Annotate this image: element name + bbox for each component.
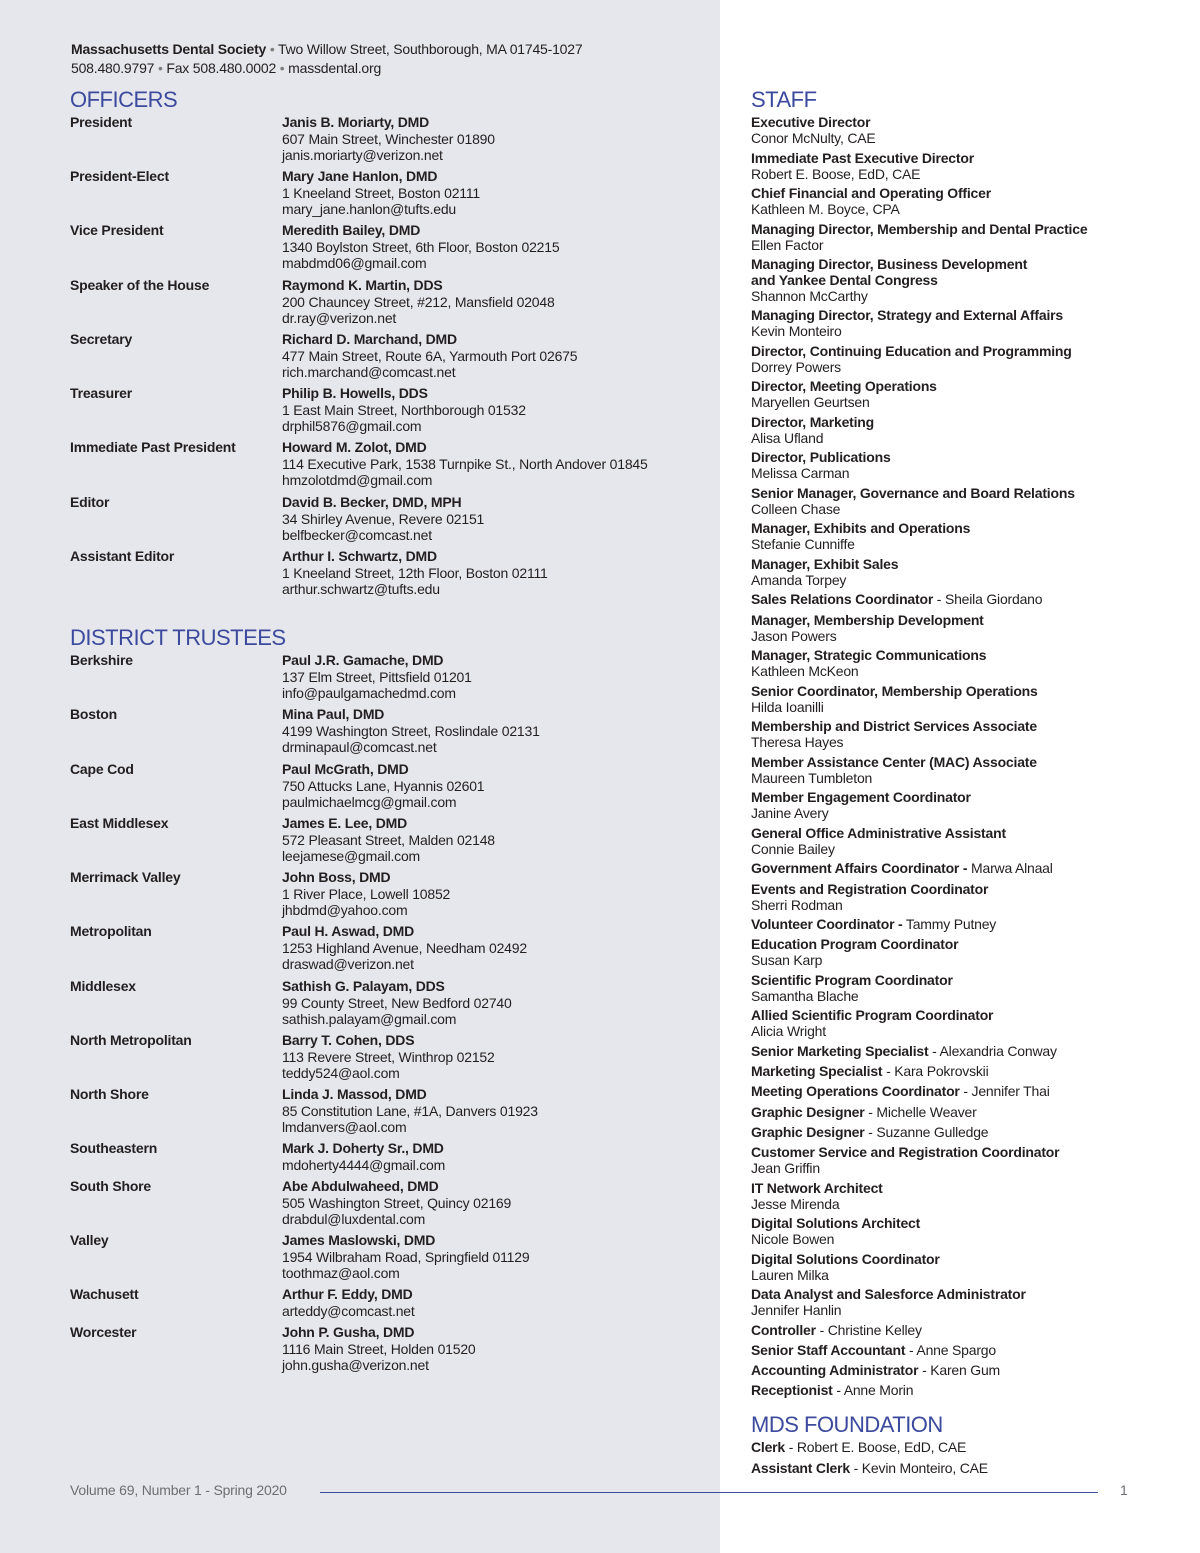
contact-name: John Boss, DMD <box>282 869 391 885</box>
contact-name: James Maslowski, DMD <box>282 1232 436 1248</box>
staff-person: - Sheila Giordano <box>936 591 1043 607</box>
staff-entry <box>751 789 1181 821</box>
staff-person: - Robert E. Boose, EdD, CAE <box>788 1439 967 1455</box>
staff-title: Assistant Clerk <box>751 1460 850 1476</box>
contact-address: 34 Shirley Avenue, Revere 02151 <box>282 510 485 527</box>
staff-title: Allied Scientific Program Coordinator <box>751 1007 994 1023</box>
position-label: Cape Cod <box>70 761 134 777</box>
staff-person: - Anne Morin <box>836 1382 914 1398</box>
contact-address: 1 River Place, Lowell 10852 <box>282 885 451 902</box>
contact-name: James E. Lee, DMD <box>282 815 407 831</box>
separator-dot: • <box>157 60 163 76</box>
staff-person: Alisa Ufland <box>751 430 824 446</box>
staff-person: Alicia Wright <box>751 1023 826 1039</box>
staff-person: - Jennifer Thai <box>963 1083 1050 1099</box>
position-label: Boston <box>70 706 118 722</box>
staff-title: Director, Marketing <box>751 414 875 430</box>
staff-entry <box>751 860 1181 876</box>
staff-title: Director, Meeting Operations <box>751 378 937 394</box>
staff-entry <box>751 1144 1181 1176</box>
staff-title: Events and Registration Coordinator <box>751 881 989 897</box>
staff-person: - Karen Gum <box>922 1362 1001 1378</box>
staff-entry <box>751 1362 1181 1378</box>
contact-info <box>282 439 648 489</box>
position-label: Berkshire <box>70 652 133 668</box>
staff-entry <box>751 1124 1181 1140</box>
contact-name: Richard D. Marchand, DMD <box>282 331 457 347</box>
staff-person: - Kevin Monteiro, CAE <box>853 1460 988 1476</box>
staff-person: Ellen Factor <box>751 237 824 253</box>
staff-entry <box>751 414 1181 446</box>
staff-title: Senior Staff Accountant <box>751 1342 906 1358</box>
staff-person: Kathleen McKeon <box>751 663 859 679</box>
contact-info <box>282 978 512 1028</box>
contact-name: Paul McGrath, DMD <box>282 761 409 777</box>
contact-email[interactable]: janis.moriarty@verizon.net <box>282 147 443 163</box>
staff-entry <box>751 916 1181 932</box>
staff-person: - Michelle Weaver <box>868 1104 977 1120</box>
staff-title: Membership and District Services Associate <box>751 718 1037 734</box>
staff-person: Susan Karp <box>751 952 823 968</box>
contact-name: Mark J. Doherty Sr., DMD <box>282 1140 444 1156</box>
staff-title: General Office Administrative Assistant <box>751 825 1006 841</box>
footer-rule <box>320 1492 1098 1493</box>
contact-email[interactable]: rich.marchand@comcast.net <box>282 364 456 380</box>
foundation-title: MDS FOUNDATION <box>751 1412 943 1437</box>
contact-info <box>282 1232 529 1282</box>
position-label: Middlesex <box>70 978 136 994</box>
contact-email[interactable]: drminapaul@comcast.net <box>282 739 437 755</box>
staff-person: - Anne Spargo <box>909 1342 996 1358</box>
contact-email[interactable]: paulmichaelmcg@gmail.com <box>282 794 457 810</box>
position-label: Editor <box>70 494 110 510</box>
position-label: Valley <box>70 1232 109 1248</box>
contact-email[interactable]: belfbecker@comcast.net <box>282 527 432 543</box>
staff-entry <box>751 881 1181 913</box>
staff-person: Samantha Blache <box>751 988 859 1004</box>
contact-email[interactable]: arteddy@comcast.net <box>282 1302 415 1319</box>
org-phone: 508.480.9797 <box>71 60 155 76</box>
contact-email[interactable]: jhbdmd@yahoo.com <box>282 902 408 918</box>
contact-address: 1 East Main Street, Northborough 01532 <box>282 401 526 418</box>
issue-label: Volume 69, Number 1 - Spring 2020 <box>70 1482 287 1498</box>
staff-title: Senior Manager, Governance and Board Relations <box>751 485 1075 501</box>
staff-title: Digital Solutions Coordinator <box>751 1251 940 1267</box>
staff-title: Executive Director <box>751 114 871 130</box>
staff-person: Maureen Tumbleton <box>751 770 873 786</box>
staff-person: Lauren Milka <box>751 1267 829 1283</box>
staff-entry <box>751 1382 1181 1398</box>
staff-person: Connie Bailey <box>751 841 835 857</box>
contact-name: Mary Jane Hanlon, DMD <box>282 168 438 184</box>
staff-title: Managing Director, Strategy and External Affairs <box>751 307 1063 323</box>
staff-title: Chief Financial and Operating Officer <box>751 185 991 201</box>
staff-title: Senior Marketing Specialist <box>751 1043 929 1059</box>
contact-info <box>282 761 484 811</box>
staff-person: Marwa Alnaal <box>971 860 1053 876</box>
contact-name: Sathish G. Palayam, DDS <box>282 978 445 994</box>
position-label: Assistant Editor <box>70 548 175 564</box>
staff-person: Nicole Bowen <box>751 1231 835 1247</box>
staff-entry <box>751 1083 1181 1099</box>
staff-person: Conor McNulty, CAE <box>751 130 876 146</box>
staff-title-continued: and Yankee Dental Congress <box>751 272 938 288</box>
org-name: Massachusetts Dental Society <box>71 41 267 57</box>
contact-info <box>282 548 548 598</box>
contact-email[interactable]: dr.ray@verizon.net <box>282 310 397 326</box>
contact-email[interactable]: draswad@verizon.net <box>282 956 414 972</box>
staff-title: Digital Solutions Architect <box>751 1215 921 1231</box>
org-header-line-2 <box>71 59 711 78</box>
org-fax: Fax 508.480.0002 <box>166 60 277 76</box>
position-label: President <box>70 114 132 130</box>
staff-entry <box>751 343 1181 375</box>
contact-name: David B. Becker, DMD, MPH <box>282 494 462 510</box>
staff-person: - Kara Pokrovskii <box>886 1063 989 1079</box>
contact-info <box>282 331 577 381</box>
contact-address: 1116 Main Street, Holden 01520 <box>282 1340 476 1357</box>
staff-entry <box>751 1180 1181 1212</box>
staff-person: Kevin Monteiro <box>751 323 842 339</box>
staff-title: Marketing Specialist <box>751 1063 883 1079</box>
staff-person: - Christine Kelley <box>819 1322 922 1338</box>
contact-address: 1340 Boylston Street, 6th Floor, Boston 02215 <box>282 238 560 255</box>
contact-info <box>282 114 495 164</box>
staff-person: - Alexandria Conway <box>932 1043 1057 1059</box>
contact-info <box>282 652 472 702</box>
staff-title: Data Analyst and Salesforce Administrator <box>751 1286 1026 1302</box>
contact-address: 750 Attucks Lane, Hyannis 02601 <box>282 777 485 794</box>
contact-address: 4199 Washington Street, Roslindale 02131 <box>282 722 540 739</box>
staff-person: Sherri Rodman <box>751 897 843 913</box>
org-address: Two Willow Street, Southborough, MA 01745-1027 <box>278 41 583 57</box>
staff-entry <box>751 221 1181 253</box>
staff-entry <box>751 683 1181 715</box>
staff-title: Graphic Designer <box>751 1124 865 1140</box>
staff-entry <box>751 485 1181 517</box>
position-label: Worcester <box>70 1324 137 1340</box>
position-label: North Shore <box>70 1086 149 1102</box>
contact-info <box>282 1140 445 1173</box>
contact-address: 85 Constitution Lane, #1A, Danvers 01923 <box>282 1102 538 1119</box>
contact-name: Janis B. Moriarty, DMD <box>282 114 430 130</box>
staff-person: Dorrey Powers <box>751 359 841 375</box>
staff-entry <box>751 378 1181 410</box>
position-label: Speaker of the House <box>70 277 210 293</box>
staff-entry <box>751 936 1181 968</box>
contact-info <box>282 277 555 327</box>
staff-entry <box>751 520 1181 552</box>
staff-entry <box>751 647 1181 679</box>
contact-email[interactable]: sathish.palayam@gmail.com <box>282 1011 457 1027</box>
staff-title: Member Engagement Coordinator <box>751 789 971 805</box>
staff-entry <box>751 754 1181 786</box>
staff-entry <box>751 1104 1181 1120</box>
contact-email[interactable]: teddy524@aol.com <box>282 1065 400 1081</box>
staff-person: Jesse Mirenda <box>751 1196 840 1212</box>
contact-address: 99 County Street, New Bedford 02740 <box>282 994 512 1011</box>
contact-address: 137 Elm Street, Pittsfield 01201 <box>282 668 472 685</box>
staff-title: Senior Coordinator, Membership Operations <box>751 683 1038 699</box>
staff-title: Manager, Exhibit Sales <box>751 556 899 572</box>
contact-address: 505 Washington Street, Quincy 02169 <box>282 1194 512 1211</box>
staff-title: Managing Director, Membership and Dental Practice <box>751 221 1088 237</box>
contact-name: Barry T. Cohen, DDS <box>282 1032 415 1048</box>
staff-title: Receptionist <box>751 1382 833 1398</box>
contact-info <box>282 869 450 919</box>
org-header <box>71 40 711 78</box>
staff-entry <box>751 1439 1181 1455</box>
staff-title: Director, Continuing Education and Programming <box>751 343 1072 359</box>
contact-email[interactable]: drabdul@luxdental.com <box>282 1211 426 1227</box>
staff-title: Clerk <box>751 1439 786 1455</box>
staff-entry <box>751 556 1181 588</box>
staff-person: Melissa Carman <box>751 465 850 481</box>
trustees-title: DISTRICT TRUSTEES <box>70 625 286 650</box>
position-label: North Metropolitan <box>70 1032 192 1048</box>
staff-person: Robert E. Boose, EdD, CAE <box>751 166 921 182</box>
staff-title: Government Affairs Coordinator - <box>751 860 968 876</box>
contact-email[interactable]: arthur.schwartz@tufts.edu <box>282 581 440 597</box>
org-website[interactable]: massdental.org <box>288 60 382 76</box>
staff-person: Jason Powers <box>751 628 837 644</box>
staff-entry <box>751 1322 1181 1338</box>
contact-address: 1 Kneeland Street, Boston 02111 <box>282 184 480 201</box>
staff-person: Theresa Hayes <box>751 734 844 750</box>
staff-title: Managing Director, Business Development <box>751 256 1028 272</box>
contact-address: 1 Kneeland Street, 12th Floor, Boston 02111 <box>282 564 548 581</box>
separator-dot: • <box>269 41 275 57</box>
staff-entry <box>751 1063 1181 1079</box>
staff-entry <box>751 185 1181 217</box>
staff-entry <box>751 825 1181 857</box>
staff-title: Manager, Strategic Communications <box>751 647 987 663</box>
contact-email[interactable]: toothmaz@aol.com <box>282 1265 400 1281</box>
contact-email[interactable]: mary_jane.hanlon@tufts.edu <box>282 201 457 217</box>
staff-entry <box>751 1286 1181 1318</box>
staff-person: - Suzanne Gulledge <box>868 1124 989 1140</box>
contact-address: 114 Executive Park, 1538 Turnpike St., North Andover 01845 <box>282 455 648 472</box>
page-number: 1 <box>1120 1482 1128 1498</box>
staff-title: IT Network Architect <box>751 1180 883 1196</box>
staff-title: Sales Relations Coordinator <box>751 591 934 607</box>
staff-entry <box>751 718 1181 750</box>
staff-person: Colleen Chase <box>751 501 841 517</box>
officers-title: OFFICERS <box>70 87 178 112</box>
contact-address: 572 Pleasant Street, Malden 02148 <box>282 831 495 848</box>
org-header-line-1 <box>71 40 711 59</box>
contact-info <box>282 1286 415 1319</box>
staff-title: Manager, Membership Development <box>751 612 984 628</box>
contact-address: 477 Main Street, Route 6A, Yarmouth Port 02675 <box>282 347 578 364</box>
staff-entry <box>751 591 1181 607</box>
contact-info <box>282 1086 538 1136</box>
contact-name: John P. Gusha, DMD <box>282 1324 415 1340</box>
staff-person: Tammy Putney <box>905 916 997 932</box>
staff-entry <box>751 1007 1181 1039</box>
contact-info <box>282 1178 511 1228</box>
contact-name: Mina Paul, DMD <box>282 706 385 722</box>
contact-name: Paul H. Aswad, DMD <box>282 923 415 939</box>
staff-title: Customer Service and Registration Coordinator <box>751 1144 1060 1160</box>
contact-email[interactable]: drphil5876@gmail.com <box>282 418 422 434</box>
staff-entry <box>751 1215 1181 1247</box>
contact-info <box>282 815 495 865</box>
staff-title: Accounting Administrator <box>751 1362 919 1378</box>
staff-title: Education Program Coordinator <box>751 936 959 952</box>
contact-name: Abe Abdulwaheed, DMD <box>282 1178 439 1194</box>
staff-person: Janine Avery <box>751 805 829 821</box>
staff-person: Amanda Torpey <box>751 572 847 588</box>
position-label: Vice President <box>70 222 164 238</box>
staff-entry <box>751 1043 1181 1059</box>
contact-name: Arthur F. Eddy, DMD <box>282 1286 413 1302</box>
contact-name: Howard M. Zolot, DMD <box>282 439 427 455</box>
staff-entry <box>751 1251 1181 1283</box>
contact-name: Arthur I. Schwartz, DMD <box>282 548 437 564</box>
position-label: Southeastern <box>70 1140 158 1156</box>
staff-person: Jennifer Hanlin <box>751 1302 842 1318</box>
contact-address: 1954 Wilbraham Road, Springfield 01129 <box>282 1248 530 1265</box>
contact-address: 607 Main Street, Winchester 01890 <box>282 130 495 147</box>
staff-title: Director, Publications <box>751 449 891 465</box>
staff-person: Jean Griffin <box>751 1160 820 1176</box>
staff-title: STAFF <box>751 87 817 112</box>
contact-name: Meredith Bailey, DMD <box>282 222 421 238</box>
staff-entry <box>751 114 1181 146</box>
staff-person: Maryellen Geurtsen <box>751 394 870 410</box>
position-label: Treasurer <box>70 385 133 401</box>
staff-entry <box>751 972 1181 1004</box>
contact-email[interactable]: mdoherty4444@gmail.com <box>282 1156 446 1173</box>
contact-info <box>282 1032 495 1082</box>
position-label: East Middlesex <box>70 815 169 831</box>
position-label: President-Elect <box>70 168 169 184</box>
contact-name: Paul J.R. Gamache, DMD <box>282 652 444 668</box>
staff-title: Immediate Past Executive Director <box>751 150 974 166</box>
staff-title: Member Assistance Center (MAC) Associate <box>751 754 1037 770</box>
staff-entry <box>751 307 1181 339</box>
contact-info <box>282 494 484 544</box>
position-label: Immediate Past President <box>70 439 236 455</box>
position-label: Wachusett <box>70 1286 139 1302</box>
staff-person: Kathleen M. Boyce, CPA <box>751 201 900 217</box>
staff-title: Volunteer Coordinator - <box>751 916 903 932</box>
contact-address: 113 Revere Street, Winthrop 02152 <box>282 1048 495 1065</box>
contact-email[interactable]: hmzolotdmd@gmail.com <box>282 472 433 488</box>
staff-entry <box>751 256 1181 304</box>
staff-entry <box>751 612 1181 644</box>
staff-title: Graphic Designer <box>751 1104 865 1120</box>
contact-email[interactable]: leejamese@gmail.com <box>282 848 421 864</box>
position-label: Metropolitan <box>70 923 152 939</box>
staff-title: Manager, Exhibits and Operations <box>751 520 971 536</box>
staff-person: Hilda Ioanilli <box>751 699 824 715</box>
staff-person: Stefanie Cunniffe <box>751 536 855 552</box>
staff-person: Shannon McCarthy <box>751 288 868 304</box>
position-label: Secretary <box>70 331 133 347</box>
staff-entry <box>751 1342 1181 1358</box>
staff-title: Scientific Program Coordinator <box>751 972 953 988</box>
contact-name: Linda J. Massod, DMD <box>282 1086 427 1102</box>
contact-info <box>282 1324 476 1374</box>
separator-dot: • <box>279 60 285 76</box>
contact-info <box>282 706 540 756</box>
contact-info <box>282 385 526 435</box>
contact-email[interactable]: info@paulgamachedmd.com <box>282 685 456 701</box>
contact-address: 200 Chauncey Street, #212, Mansfield 02048 <box>282 293 555 310</box>
contact-email[interactable]: john.gusha@verizon.net <box>282 1357 429 1373</box>
staff-entry <box>751 150 1181 182</box>
position-label: South Shore <box>70 1178 152 1194</box>
staff-title: Meeting Operations Coordinator <box>751 1083 960 1099</box>
contact-name: Philip B. Howells, DDS <box>282 385 428 401</box>
staff-entry <box>751 449 1181 481</box>
contact-name: Raymond K. Martin, DDS <box>282 277 443 293</box>
contact-email[interactable]: lmdanvers@aol.com <box>282 1119 407 1135</box>
contact-info <box>282 168 480 218</box>
contact-info <box>282 222 559 272</box>
contact-email[interactable]: mabdmd06@gmail.com <box>282 255 427 271</box>
contact-address: 1253 Highland Avenue, Needham 02492 <box>282 939 527 956</box>
staff-entry <box>751 1460 1181 1476</box>
position-label: Merrimack Valley <box>70 869 181 885</box>
contact-info <box>282 923 527 973</box>
staff-title: Controller <box>751 1322 816 1338</box>
